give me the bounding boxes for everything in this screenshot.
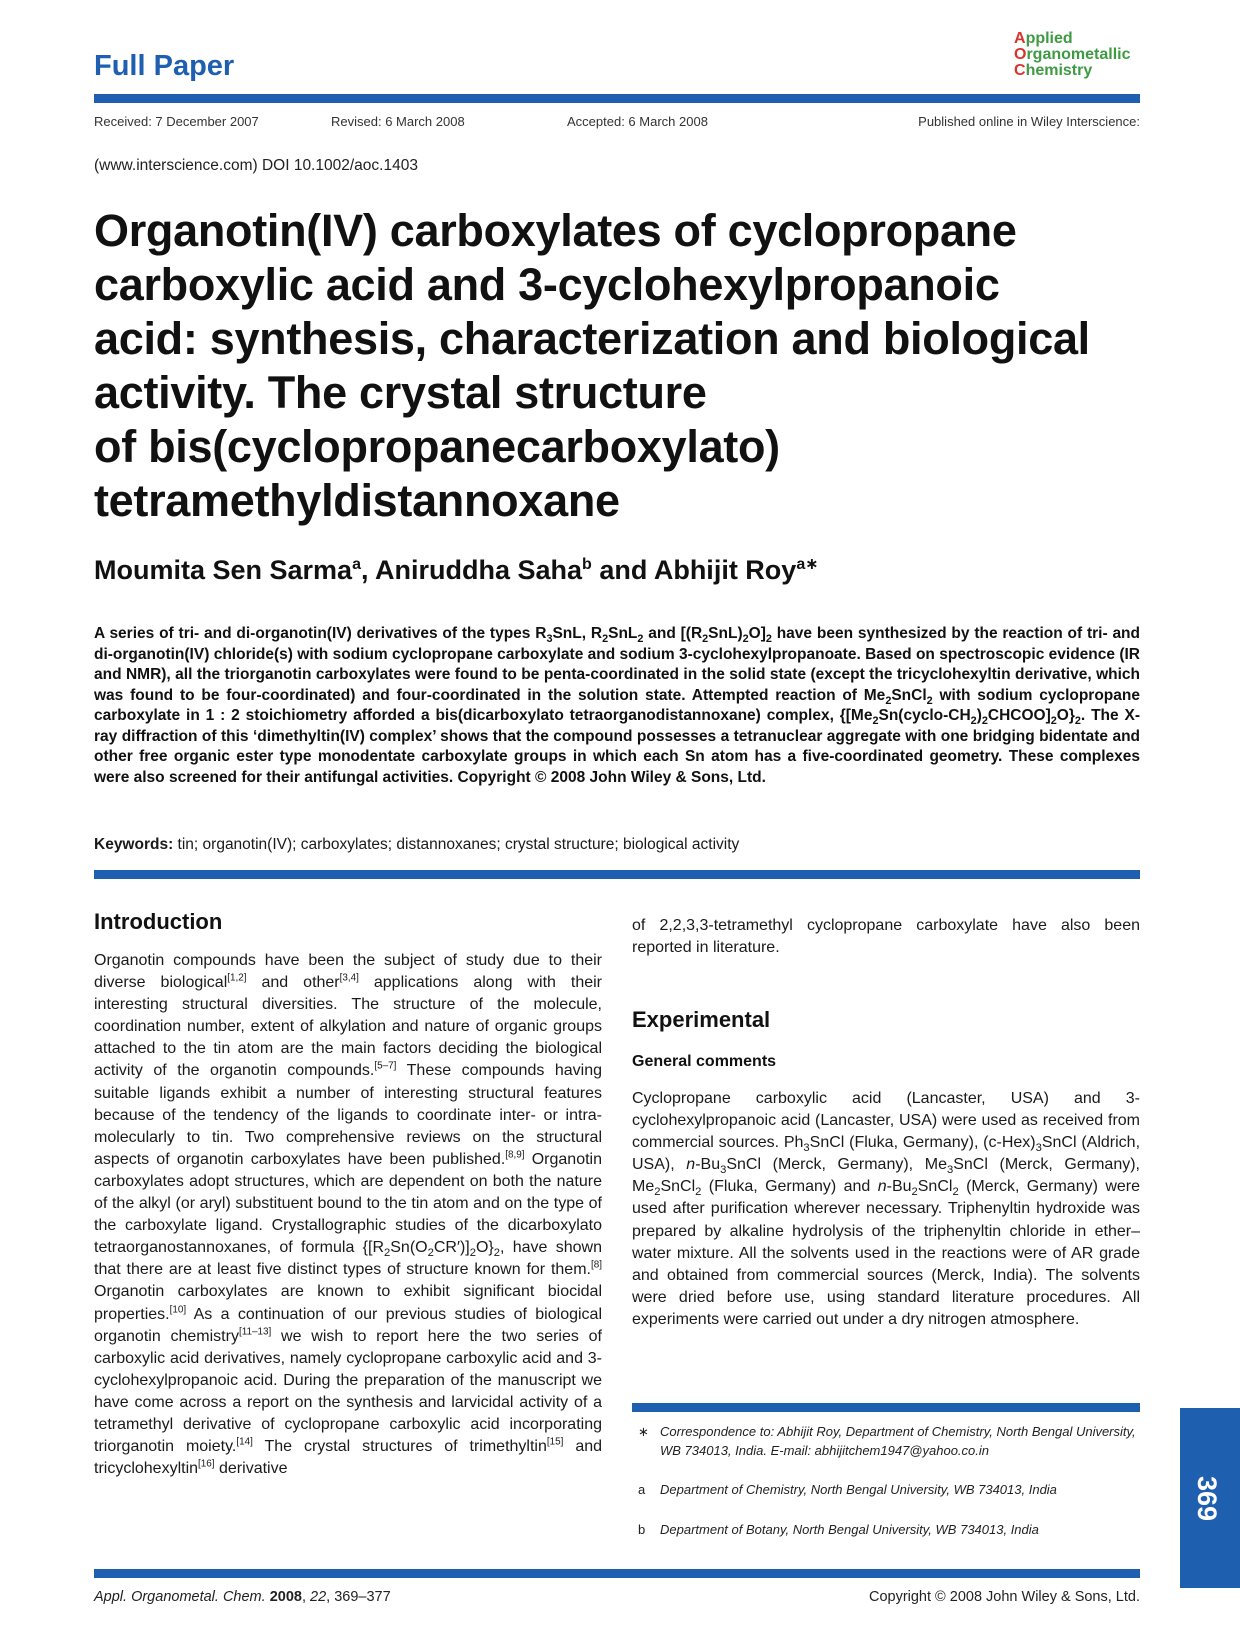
title-line: of bis(cyclopropanecarboxylato): [94, 421, 780, 472]
keywords: [94, 836, 1140, 854]
accepted-date: Accepted: 6 March 2008: [567, 114, 708, 129]
affiliation-a: [638, 1480, 1138, 1499]
affiliation-mark: a∗: [796, 556, 819, 573]
footnote-text: Correspondence to: Abhijit Roy, Department of Chemistry, North Bengal University, WB 734013, India. E-mail: abhijitchem1947@yahoo.co.in: [660, 1424, 1136, 1458]
footnote-mark: a: [638, 1482, 646, 1497]
abstract: A series of tri- and di-organotin(IV) derivatives of the types $R_3SnL$, $R_2SnL_2$ and $[(R_2SnL)_2O]_2$ have been synthesized by the reaction of tri- and di-organotin(IV) chloride(s) with sodium cyclopropane carboxylate and sodium 3-cyclohexylpropanoate. Based on spectroscopic evidence (IR and NMR), all the triorganotin carboxylates were found to be penta-coordinated in the solid state (except the tricyclohexyltin derivative, which was found to be four-coordinated) and four-coordinated in the solution state. Attempted reaction of $Me_2SnCl_2$ with sodium cyclopropane carboxylate in 1 : 2 stoichiometry afforded a bis(dicarboxylato tetraorganodistannoxane) complex, $\{[Me_2Sn(cyclo-CH_2)_2CHCOO]_2O\}_2$. The X-ray diffraction of this ‘dimethyltin(IV) complex’ shows that the compound possesses a tetranuclear aggregate with one bridging bidentate and other free organic ester type monodentate carboxylate groups in which each Sn atom has a five-coordinated geometry. These complexes were also screened for their antifungal activities. Copyright © 2008 John Wiley & Sons, Ltd.: [94, 625, 1140, 786]
affiliation-mark: a: [352, 556, 361, 573]
footnote-rule: [632, 1403, 1140, 1412]
general-comments-heading: General comments: [632, 1053, 777, 1070]
title-line: Organotin(IV) carboxylates of cyclopropane: [94, 205, 1017, 256]
doi-line: (www.interscience.com) DOI 10.1002/aoc.1403: [94, 157, 418, 174]
author-separator: and: [591, 555, 654, 585]
author-name: Aniruddha Saha: [375, 555, 583, 585]
journal-citation: Appl. Organometal. Chem. 2008, 22, 369–377: [94, 1589, 391, 1605]
logo-line-3: [1014, 63, 1130, 79]
section-label: Full Paper: [94, 50, 235, 82]
section-rule: [94, 870, 1140, 879]
logo-line-1: [1014, 31, 1130, 47]
footnote-mark: b: [638, 1522, 646, 1537]
logo-rest-3: hemistry: [1025, 62, 1093, 79]
introduction-continued: of 2,2,3,3-tetramethyl cyclopropane carboxylate have also been reported in literature.: [632, 917, 1140, 957]
logo-initial-a: A: [1014, 30, 1026, 47]
footnote-text: Department of Chemistry, North Bengal University, WB 734013, India: [660, 1482, 1057, 1497]
author-name: Abhijit Roy: [653, 555, 797, 585]
page-number: 369: [1192, 1476, 1222, 1522]
introduction-body: Organotin compounds have been the subject of study due to their diverse biological[1,2] and other[3,4] applications along with their interesting structural diversities. The structure of the molecule, coordination number, extent of alkylation and nature of organic groups attached to the tin atom are the main factors deciding the biological activity of the organotin compounds.[5–7] These compounds having suitable ligands exhibit a number of interesting structural features because of the tendency of the ligands to coordinate inter- or intra-molecularly to tin. Two comprehensive reviews on the structural aspects of organotin carboxylates have been published.[8,9] Organotin carboxylates adopt structures, which are dependent on both the nature of the alkyl (or aryl) substituent bound to the tin atom and on the type of the carboxylate ligand. Crystallographic studies of the dicarboxylato tetraorganostannoxanes, of formula $\{[R_2Sn(O_2CR')]_2O\}_2$, have shown that there are at least five distinct types of structure known for them.[8] Organotin carboxylates are known to exhibit significant biocidal properties.[10] As a continuation of our previous studies of biological organotin chemistry[11–13] we wish to report here the two series of carboxylic acid derivatives, namely cyclopropane carboxylic acid and 3-cyclohexylpropanoic acid. During the preparation of the manuscript we have come across a report on the synthesis and larvicidal activity of a tetramethyl derivative of cyclopropane carboxylic acid incorporating triorganotin moiety.[14] The crystal structures of trimethyltin[15] and tricyclohexyltin[16] derivative: [94, 952, 603, 1478]
article-title: [94, 204, 1154, 528]
logo-line-2: [1014, 47, 1130, 63]
experimental-heading: Experimental: [632, 1007, 771, 1032]
title-line: carboxylic acid and 3-cyclohexylpropanoic: [94, 259, 1000, 310]
logo-initial-o: O: [1014, 46, 1027, 63]
keywords-label: Keywords:: [94, 836, 174, 853]
correspondence-footnote: [638, 1422, 1138, 1460]
affiliation-mark: b: [582, 556, 592, 573]
title-line: acid: synthesis, characterization and biological: [94, 313, 1090, 364]
footnote-mark: ∗: [638, 1424, 649, 1439]
affiliation-b: [638, 1520, 1138, 1539]
introduction-heading: Introduction: [94, 909, 223, 934]
title-line: activity. The crystal structure: [94, 367, 707, 418]
published-online: Published online in Wiley Interscience:: [918, 114, 1140, 129]
footer-copyright: Copyright © 2008 John Wiley & Sons, Ltd.: [868, 1589, 1140, 1605]
title-line: tetramethyldistannoxane: [94, 475, 620, 526]
author-name: Moumita Sen Sarma: [94, 555, 353, 585]
experimental-body: Cyclopropane carboxylic acid (Lancaster, USA) and 3-cyclohexylpropanoic acid (Lancaster, USA) were used as received from commercial sources. $Ph_3SnCl$ (Fluka, Germany), $(c-Hex)_3SnCl$ (Aldrich, USA), $n-Bu_3SnCl$ (Merck, Germany), $Me_3SnCl$ (Merck, Germany), $Me_2SnCl_2$ (Fluka, Germany) and $n-Bu_2SnCl_2$ (Merck, Germany) were used after purification wherever necessary. Triphenyltin hydroxide was prepared by alkaline hydrolysis of the triphenyltin chloride in ether–water mixture. All the solvents used in the reactions were of AR grade and obtained from commercial sources (Merck, India). The solvents were dried before use, using standard literature procedures. All experiments were carried out under a dry nitrogen atmosphere.: [632, 1090, 1141, 1328]
revised-date: Revised: 6 March 2008: [331, 114, 465, 129]
header-rule: [94, 94, 1140, 103]
logo-rest-2: rganometallic: [1026, 46, 1131, 63]
footnote-text: Department of Botany, North Bengal University, WB 734013, India: [660, 1522, 1039, 1537]
keywords-text: tin; organotin(IV); carboxylates; distannoxanes; crystal structure; biological activity: [173, 836, 740, 853]
footer-rule: [94, 1569, 1140, 1578]
journal-logo: [1014, 31, 1130, 79]
logo-rest-1: pplied: [1025, 30, 1073, 47]
logo-initial-c: C: [1014, 62, 1026, 79]
received-date: Received: 7 December 2007: [94, 114, 259, 129]
author-separator: ,: [360, 555, 375, 585]
author-list: [94, 555, 819, 586]
